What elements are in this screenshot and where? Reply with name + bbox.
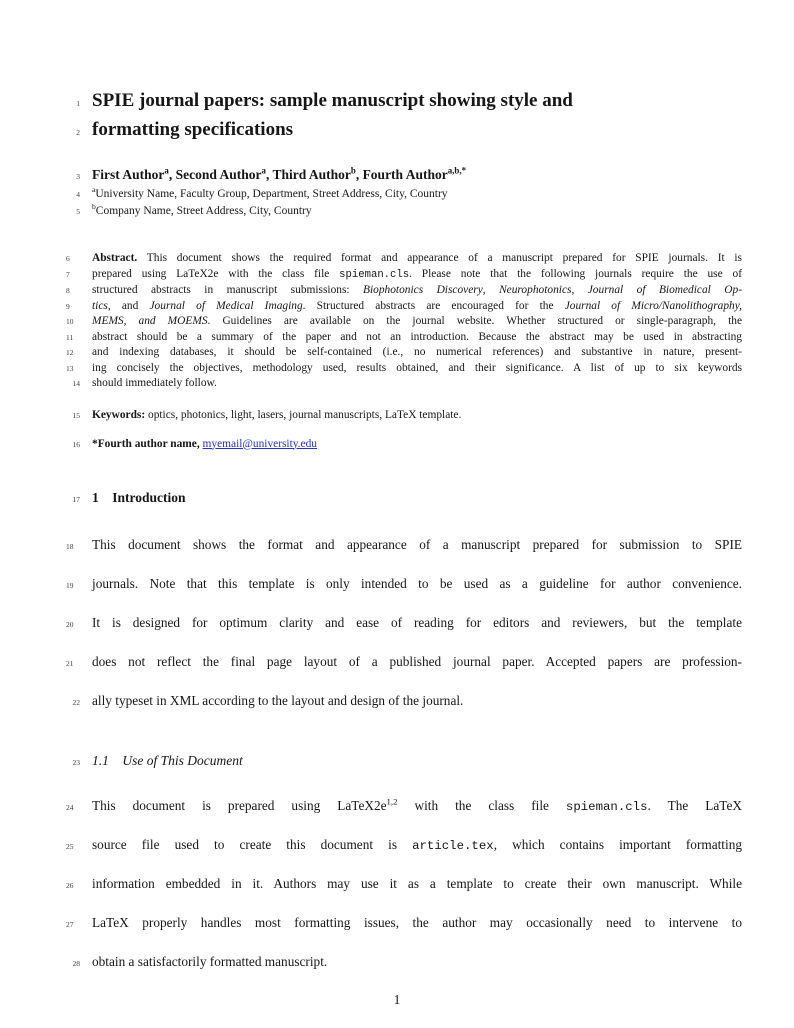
journal-name: Journal of Micro/Nanolithography, (564, 299, 742, 312)
body-text: LaTeX properly handles most formatting issues, the author may occasionally need to intervene to (92, 914, 742, 930)
code-filename: spieman.cls (339, 268, 410, 281)
journal-name: Journal of Biomedical Op- (587, 284, 742, 296)
code-filename: article.tex (412, 838, 494, 853)
email-link[interactable]: myemail@university.edu (202, 437, 318, 450)
affiliation-text: Company Name, Street Address, City, Country (95, 205, 312, 217)
paper-title-line-2 (76, 117, 742, 146)
line-number: 7 (66, 269, 70, 279)
use-of-document-paragraph (66, 787, 742, 982)
author-list-line (76, 165, 742, 186)
section-heading-text: 1 Introduction (92, 489, 186, 505)
body-text-line (72, 682, 742, 721)
affiliations (76, 185, 742, 220)
introduction-paragraph (66, 526, 742, 721)
journal-name: MEMS, and MOEMS (92, 315, 208, 327)
keywords-label: Keywords: (92, 408, 146, 421)
abstract-line (66, 299, 742, 315)
line-number: 26 (66, 880, 74, 890)
paper-title-text: formatting specifications (92, 119, 294, 140)
line-number: 1 (76, 99, 80, 108)
abstract-text: . Please note that the following journals require the use of (409, 267, 742, 280)
code-filename: spieman.cls (565, 799, 648, 814)
abstract (66, 251, 742, 392)
paper-title-line-1 (76, 88, 742, 117)
body-text-line (66, 526, 742, 565)
keywords-line (72, 407, 742, 424)
line-number: 16 (72, 439, 80, 449)
body-text: obtain a satisfactorily formatted manuscript. (92, 953, 328, 969)
body-text: source file used to create this document is (92, 836, 413, 852)
line-number: 15 (72, 410, 80, 420)
body-text: journals. Note that this template is only intended to be used as a guideline for author convenience. (92, 575, 742, 591)
body-text-line (66, 826, 742, 865)
body-text: This document shows the format and appearance of a manuscript prepared for submission to SPIE (92, 536, 742, 552)
body-text: ally typeset in XML according to the layout and design of the journal. (92, 692, 464, 708)
line-number: 5 (76, 207, 80, 216)
citation-marker: 1,2 (386, 796, 398, 807)
abstract-text: should immediately follow. (92, 377, 217, 389)
body-text-line (66, 865, 742, 904)
abstract-text: prepared using LaTeX2e with the class file (92, 267, 340, 280)
body-text-line (72, 943, 742, 982)
keywords-text: optics, photonics, light, lasers, journal manuscripts, LaTeX template. (145, 408, 462, 421)
body-text: It is designed for optimum clarity and ease of reading for editors and reviewers, but the template (92, 614, 742, 630)
abstract-text: , (571, 284, 588, 296)
journal-name: tics (92, 299, 108, 312)
body-text: , which contains important formatting (493, 836, 742, 852)
line-number: 14 (72, 379, 80, 388)
line-number: 10 (66, 317, 74, 326)
line-number: 24 (66, 802, 74, 812)
affiliation-line (76, 202, 742, 220)
line-number: 28 (72, 958, 80, 968)
line-number: 20 (66, 619, 74, 629)
subsection-heading-line (72, 752, 742, 772)
journal-name: Biophotonics Discovery (363, 284, 483, 296)
abstract-text: This document shows the required format and appearance of a manuscript prepared for SPIE journals. It is (137, 252, 742, 264)
page-number: 1 (393, 991, 401, 1007)
abstract-text: structured abstracts in manuscript submissions: (92, 284, 364, 296)
abstract-text: . Structured abstracts are encouraged for the (302, 299, 565, 312)
body-text-line (66, 643, 742, 682)
abstract-text: . Guidelines are available on the journal website. Whether structured or single-paragraph, the (207, 315, 742, 327)
author-name: , Fourth Author (355, 167, 448, 182)
line-number: 4 (76, 190, 80, 199)
author-list (76, 165, 742, 186)
section-heading-line (72, 489, 742, 509)
body-text: with the class file (397, 797, 566, 813)
abstract-text: , and (107, 299, 150, 312)
line-number: 6 (66, 254, 70, 263)
line-number: 17 (72, 494, 80, 504)
author-name: First Author (92, 167, 165, 182)
paper-title (76, 88, 742, 146)
affiliation-line (76, 185, 742, 203)
abstract-line (66, 283, 742, 299)
affiliation-text: University Name, Faculty Group, Department, Street Address, City, Country (95, 188, 448, 200)
author-affiliation-marker: b (350, 165, 356, 176)
body-text: This document is prepared using LaTeX2e (92, 797, 387, 813)
corresponding-author (72, 436, 742, 453)
author-affiliation-marker: a (164, 165, 169, 176)
abstract-line (66, 361, 742, 377)
line-number: 11 (66, 332, 74, 342)
section-heading-introduction (72, 489, 742, 509)
journal-name: Journal of Medical Imaging (149, 299, 303, 312)
line-number: 13 (66, 363, 74, 373)
line-number: 2 (76, 128, 80, 137)
body-text-line (66, 565, 742, 604)
corresponding-author-line (72, 436, 742, 453)
abstract-text: and indexing databases, it should be self-contained (i.e., no numerical references) and substantive in nature, present- (92, 346, 742, 358)
abstract-line (66, 314, 742, 330)
abstract-line (66, 330, 742, 346)
abstract-text: ing concisely the objectives, methodology used, results obtained, and their significance. A list of up to six keywords (92, 361, 742, 374)
author-affiliation-marker: a,b,* (447, 165, 467, 176)
line-number: 3 (76, 172, 80, 181)
manuscript-content (66, 0, 742, 1008)
paper-title-text: SPIE journal papers: sample manuscript showing style and (92, 90, 573, 111)
subsection-heading-text: 1.1 Use of This Document (92, 752, 243, 768)
body-text: . The LaTeX (647, 797, 742, 813)
abstract-line (72, 376, 742, 392)
abstract-label: Abstract. (92, 252, 138, 264)
body-text: does not reflect the final page layout of a published journal paper. Accepted papers are profession- (92, 653, 742, 669)
line-number: 19 (66, 580, 74, 590)
page-footer (92, 992, 702, 1008)
abstract-line (66, 251, 742, 267)
body-text-line (66, 604, 742, 643)
line-number: 22 (72, 697, 80, 707)
author-name: , Third Author (265, 167, 351, 182)
line-number: 8 (66, 286, 70, 295)
abstract-text: abstract should be a summary of the paper and not an introduction. Because the abstract may be used in abstracting (92, 330, 742, 343)
line-number: 9 (66, 301, 70, 311)
line-number: 21 (66, 658, 74, 668)
line-number: 27 (66, 919, 74, 929)
affiliation-marker: a (92, 185, 96, 195)
corresponding-author-label: *Fourth author name, (92, 437, 203, 450)
author-name: , Second Author (168, 167, 262, 182)
abstract-line (66, 345, 742, 361)
journal-name: Neurophotonics (499, 284, 572, 296)
keywords (72, 407, 742, 424)
affiliation-marker: b (92, 202, 96, 212)
subsection-heading-use-of-this-document (72, 752, 742, 772)
abstract-text: , (482, 284, 500, 296)
body-text: information embedded in it. Authors may use it as a template to create their own manuscript. While (92, 875, 742, 891)
body-text-line (66, 904, 742, 943)
line-number: 12 (66, 348, 74, 357)
author-affiliation-marker: a (261, 165, 266, 176)
abstract-line (66, 267, 742, 284)
body-text-line (66, 787, 742, 826)
line-number: 25 (66, 841, 74, 851)
line-number: 23 (72, 757, 80, 767)
line-number: 18 (66, 541, 74, 551)
